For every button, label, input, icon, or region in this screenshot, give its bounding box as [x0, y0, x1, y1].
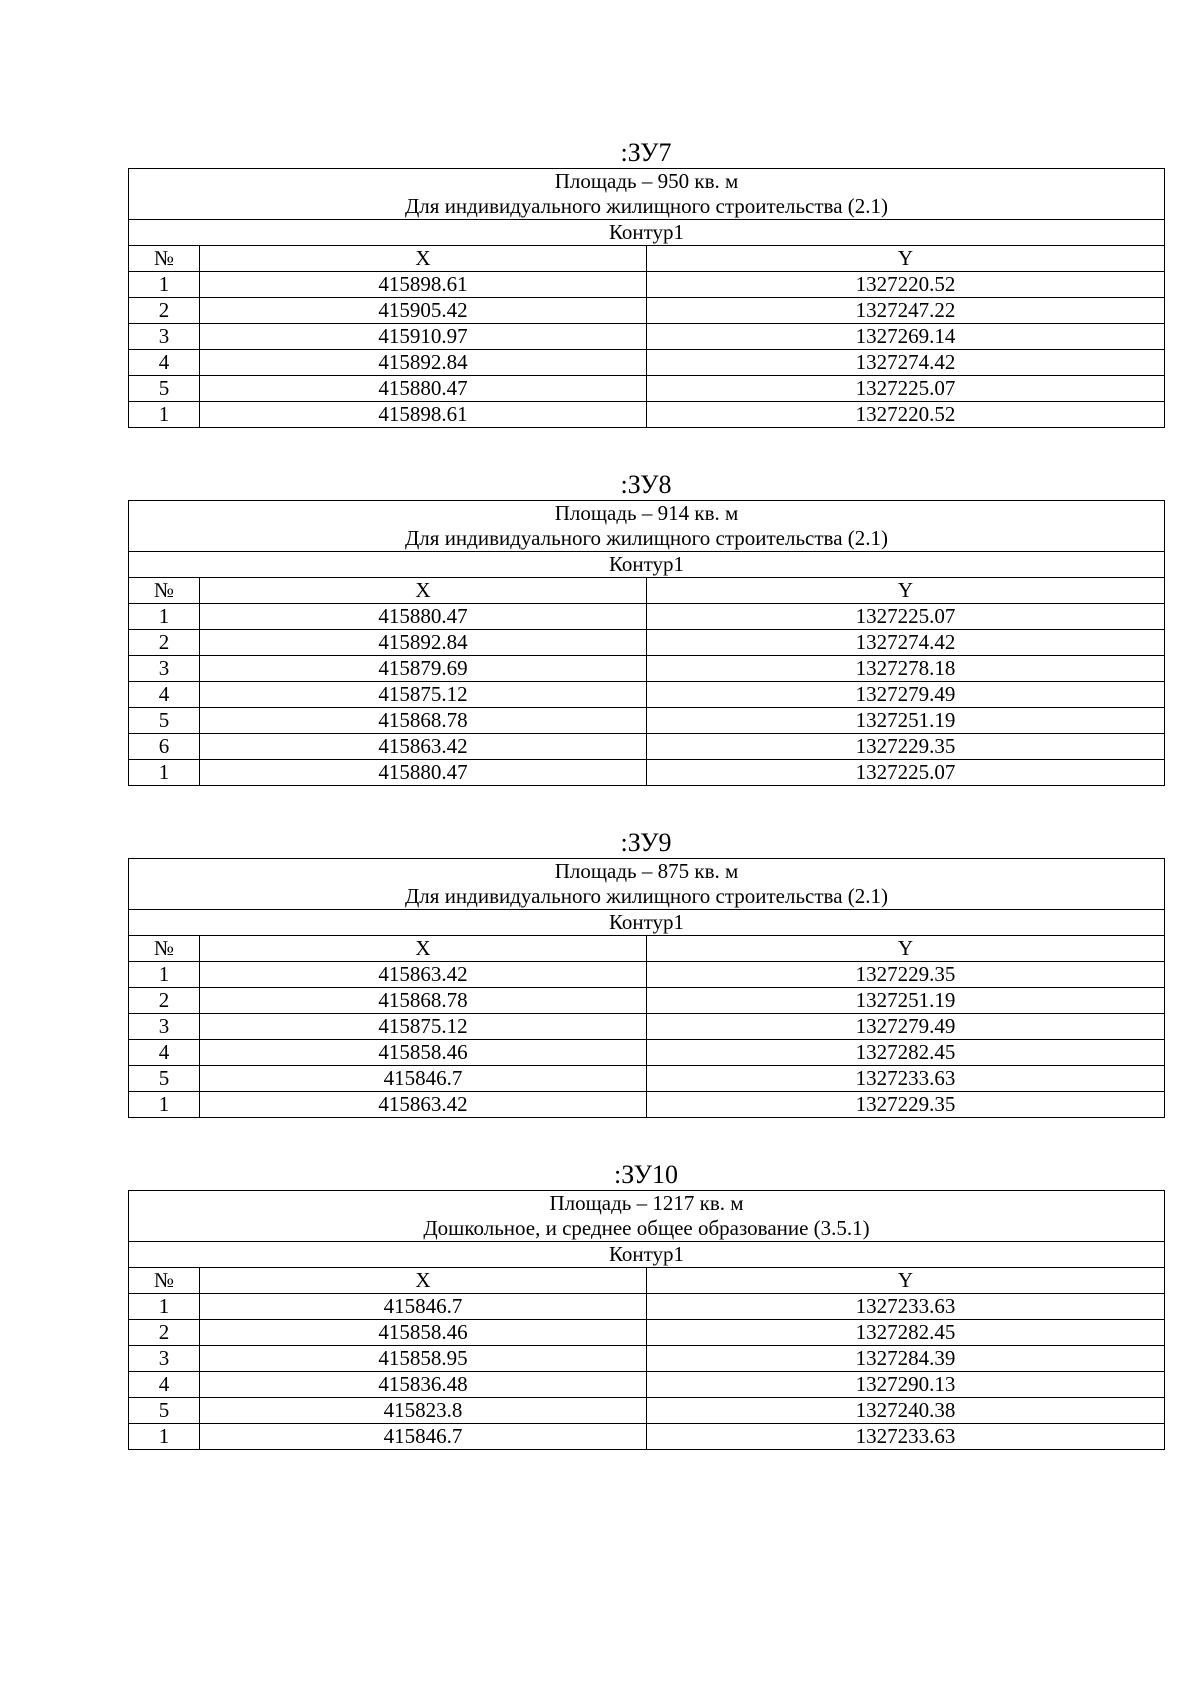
column-header-n: №: [129, 1268, 200, 1294]
table-row: [129, 1014, 1165, 1040]
cell-y: 1327240.38: [647, 1398, 1165, 1424]
column-header-x: X: [200, 936, 647, 962]
cell-y: 1327284.39: [647, 1346, 1165, 1372]
plot-area: Площадь – 950 кв. м: [554, 169, 739, 193]
plot-area: Площадь – 1217 кв. м: [549, 1191, 744, 1215]
cell-y: 1327251.19: [647, 988, 1165, 1014]
table-row: [129, 1066, 1165, 1092]
table-row: [129, 298, 1165, 324]
column-header-n: №: [129, 578, 200, 604]
cell-y: 1327282.45: [647, 1040, 1165, 1066]
plot-title: :ЗУ9: [620, 828, 672, 857]
plot-title: :ЗУ7: [620, 138, 672, 167]
column-header-x: X: [200, 246, 647, 272]
table-row: [129, 324, 1165, 350]
cell-x: 415823.8: [200, 1398, 647, 1424]
plot-land-use: Дошкольное, и среднее общее образование (3.5.1): [423, 1216, 870, 1240]
table-row: [129, 1040, 1165, 1066]
table-row: [129, 656, 1165, 682]
table-header-row: [129, 246, 1165, 272]
cell-n: 1: [129, 1294, 200, 1320]
plot-area: Площадь – 875 кв. м: [554, 859, 739, 883]
cell-y: 1327233.63: [647, 1424, 1165, 1450]
cell-n: 6: [129, 734, 200, 760]
cell-n: 1: [129, 760, 200, 786]
cell-x: 415858.46: [200, 1040, 647, 1066]
cell-n: 2: [129, 298, 200, 324]
column-header-x: X: [200, 578, 647, 604]
table-row: [129, 682, 1165, 708]
cell-y: 1327225.07: [647, 604, 1165, 630]
cell-x: 415863.42: [200, 962, 647, 988]
cell-y: 1327274.42: [647, 630, 1165, 656]
table-row: [129, 630, 1165, 656]
cell-y: 1327229.35: [647, 734, 1165, 760]
contour-label: Контур1: [129, 910, 1165, 936]
plot-land-use: Для индивидуального жилищного строительства (2.1): [404, 526, 889, 550]
table-row: [129, 1398, 1165, 1424]
contour-label: Контур1: [129, 552, 1165, 578]
cell-x: 415858.95: [200, 1346, 647, 1372]
cell-x: 415898.61: [200, 272, 647, 298]
cell-n: 4: [129, 1372, 200, 1398]
cell-y: 1327269.14: [647, 324, 1165, 350]
cell-y: 1327233.63: [647, 1294, 1165, 1320]
cell-n: 1: [129, 272, 200, 298]
coordinates-table: [128, 168, 1165, 428]
cell-x: 415863.42: [200, 734, 647, 760]
plot-section: [128, 1160, 1164, 1450]
cell-y: 1327220.52: [647, 272, 1165, 298]
cell-x: 415879.69: [200, 656, 647, 682]
cell-n: 1: [129, 962, 200, 988]
table-row: [129, 760, 1165, 786]
cell-x: 415858.46: [200, 1320, 647, 1346]
table-row: [129, 1320, 1165, 1346]
plot-area: Площадь – 914 кв. м: [554, 501, 739, 525]
cell-n: 1: [129, 402, 200, 428]
cell-n: 5: [129, 1398, 200, 1424]
table-header-row: [129, 936, 1165, 962]
column-header-x: X: [200, 1268, 647, 1294]
cell-x: 415875.12: [200, 682, 647, 708]
cell-n: 4: [129, 350, 200, 376]
cell-n: 5: [129, 1066, 200, 1092]
cell-n: 1: [129, 1424, 200, 1450]
cell-x: 415863.42: [200, 1092, 647, 1118]
cell-n: 4: [129, 682, 200, 708]
cell-x: 415898.61: [200, 402, 647, 428]
table-header-row: [129, 578, 1165, 604]
coordinates-table: [128, 1190, 1165, 1450]
cell-x: 415868.78: [200, 988, 647, 1014]
column-header-y: Y: [647, 936, 1165, 962]
cell-y: 1327229.35: [647, 962, 1165, 988]
table-row: [129, 734, 1165, 760]
cell-y: 1327233.63: [647, 1066, 1165, 1092]
cell-x: 415880.47: [200, 604, 647, 630]
column-header-y: Y: [647, 578, 1165, 604]
cell-y: 1327229.35: [647, 1092, 1165, 1118]
coordinates-table: [128, 500, 1165, 786]
column-header-y: Y: [647, 1268, 1165, 1294]
cell-y: 1327274.42: [647, 350, 1165, 376]
cell-n: 2: [129, 988, 200, 1014]
cell-n: 5: [129, 376, 200, 402]
cell-x: 415910.97: [200, 324, 647, 350]
cell-y: 1327278.18: [647, 656, 1165, 682]
cell-x: 415880.47: [200, 760, 647, 786]
table-row: [129, 272, 1165, 298]
column-header-n: №: [129, 246, 200, 272]
table-row: [129, 1346, 1165, 1372]
cell-n: 3: [129, 324, 200, 350]
cell-y: 1327251.19: [647, 708, 1165, 734]
plot-section: [128, 470, 1164, 786]
plot-info-cell: [129, 501, 1165, 552]
cell-x: 415875.12: [200, 1014, 647, 1040]
cell-y: 1327220.52: [647, 402, 1165, 428]
table-row: [129, 1294, 1165, 1320]
cell-n: 3: [129, 1346, 200, 1372]
table-row: [129, 604, 1165, 630]
contour-label: Контур1: [129, 1242, 1165, 1268]
plot-section: [128, 138, 1164, 428]
cell-x: 415880.47: [200, 376, 647, 402]
table-row: [129, 350, 1165, 376]
plot-title: :ЗУ10: [613, 1160, 678, 1189]
table-row: [129, 708, 1165, 734]
cell-n: 2: [129, 1320, 200, 1346]
plot-land-use: Для индивидуального жилищного строительства (2.1): [404, 884, 889, 908]
table-row: [129, 1424, 1165, 1450]
plot-info-cell: [129, 1191, 1165, 1242]
cell-n: 1: [129, 1092, 200, 1118]
cell-x: 415905.42: [200, 298, 647, 324]
cell-y: 1327279.49: [647, 1014, 1165, 1040]
cell-x: 415846.7: [200, 1066, 647, 1092]
plot-section: [128, 828, 1164, 1118]
cell-x: 415846.7: [200, 1294, 647, 1320]
cell-x: 415892.84: [200, 350, 647, 376]
plot-info-cell: [129, 169, 1165, 220]
table-header-row: [129, 1268, 1165, 1294]
table-row: [129, 988, 1165, 1014]
cell-n: 1: [129, 604, 200, 630]
cell-y: 1327279.49: [647, 682, 1165, 708]
column-header-n: №: [129, 936, 200, 962]
coordinates-table: [128, 858, 1165, 1118]
table-row: [129, 376, 1165, 402]
plot-title: :ЗУ8: [620, 470, 672, 499]
cell-n: 4: [129, 1040, 200, 1066]
cell-n: 3: [129, 1014, 200, 1040]
cell-x: 415868.78: [200, 708, 647, 734]
cell-x: 415846.7: [200, 1424, 647, 1450]
cell-n: 2: [129, 630, 200, 656]
table-row: [129, 1372, 1165, 1398]
contour-label: Контур1: [129, 220, 1165, 246]
table-row: [129, 962, 1165, 988]
cell-n: 5: [129, 708, 200, 734]
plot-info-cell: [129, 859, 1165, 910]
column-header-y: Y: [647, 246, 1165, 272]
cell-y: 1327225.07: [647, 376, 1165, 402]
cell-y: 1327247.22: [647, 298, 1165, 324]
table-row: [129, 402, 1165, 428]
cell-y: 1327290.13: [647, 1372, 1165, 1398]
plot-land-use: Для индивидуального жилищного строительства (2.1): [404, 194, 889, 218]
table-row: [129, 1092, 1165, 1118]
cell-y: 1327282.45: [647, 1320, 1165, 1346]
cell-n: 3: [129, 656, 200, 682]
cell-x: 415892.84: [200, 630, 647, 656]
cell-y: 1327225.07: [647, 760, 1165, 786]
cell-x: 415836.48: [200, 1372, 647, 1398]
